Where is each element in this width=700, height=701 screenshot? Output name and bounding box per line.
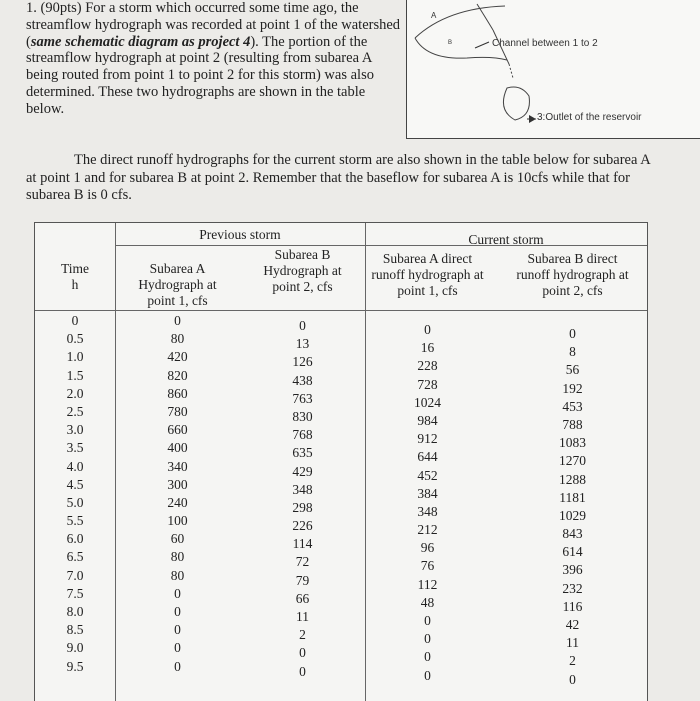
table-cell: 763 — [292, 390, 313, 406]
table-cell: 60 — [170, 531, 185, 547]
table-cell: 614 — [562, 544, 583, 560]
table-cell: 126 — [292, 354, 313, 370]
table-cell: 9.5 — [66, 658, 84, 674]
table-cell: 13 — [295, 336, 310, 352]
table-cell: 340 — [167, 458, 188, 474]
table-cell: 0 — [424, 631, 431, 647]
table-cell: 114 — [292, 536, 313, 552]
table-cell: 384 — [417, 485, 438, 501]
table-cell: 112 — [417, 576, 438, 592]
table-cell: 80 — [170, 331, 185, 347]
table-cell: 0 — [299, 318, 306, 333]
table-cell: 7.0 — [66, 567, 84, 583]
table-cell: 2.5 — [66, 403, 84, 419]
table-cell: 644 — [417, 449, 438, 465]
problem-emphasis: same schematic diagram as project 4 — [30, 33, 251, 50]
table-cell: 429 — [292, 463, 313, 479]
table-cell: 400 — [167, 440, 188, 456]
table-cell: 452 — [417, 467, 438, 483]
table-cell: 79 — [295, 572, 310, 588]
table-cell: 635 — [292, 445, 313, 461]
table-cell: 232 — [562, 580, 583, 596]
table-cell: 8.5 — [66, 622, 84, 638]
table-cell: 16 — [420, 340, 435, 356]
table-cell: 7.5 — [66, 585, 84, 601]
table-cell: 0 — [424, 613, 431, 628]
table-cell: 820 — [167, 367, 188, 383]
column-cur-subarea-a — [365, 321, 490, 685]
table-cell: 0 — [424, 322, 431, 337]
reservoir-outline — [503, 87, 529, 120]
watershed-boundary-left — [415, 6, 505, 38]
channel-pointer — [475, 42, 489, 48]
table-cell: 228 — [417, 358, 438, 374]
table-cell: 0 — [299, 645, 306, 661]
table-cell: 5.5 — [66, 513, 84, 529]
table-cell: 6.5 — [66, 549, 84, 565]
header-prev-subarea-a: Subarea A Hydrograph at point 1, cfs — [138, 261, 217, 308]
table-cell: 728 — [417, 376, 438, 392]
label-subarea-a: A — [431, 11, 437, 20]
table-cell: 843 — [562, 526, 583, 542]
table-cell: 1083 — [559, 435, 586, 451]
table-cell: 2 — [569, 653, 576, 669]
header-cur-subarea-b: Subarea B direct runoff hydrograph at point 2, cfs — [516, 251, 629, 298]
table-cell: 116 — [562, 598, 583, 614]
table-cell: 1.5 — [66, 367, 84, 383]
table-cell: 0 — [174, 604, 181, 619]
table-cell: 0 — [174, 622, 181, 638]
table-cell: 420 — [167, 349, 188, 365]
table-cell: 0 — [174, 658, 181, 674]
channel-dashed — [509, 64, 513, 78]
table-cell: 912 — [417, 431, 438, 447]
table-cell: 2 — [299, 627, 306, 643]
problem-lead: 1. (90pts) For a storm which occurred some time ago, the streamflow hydrograph was recorded at point 1 of the watershed ( — [26, 0, 401, 50]
header-time: Time h — [60, 261, 89, 292]
channel-label: Channel between 1 to 2 — [492, 38, 598, 49]
table-cell: 984 — [417, 412, 438, 428]
table-cell: 212 — [417, 522, 438, 538]
table-cell: 1.0 — [66, 349, 84, 365]
header-current-storm: Current storm — [468, 232, 544, 247]
column-prev-subarea-b — [240, 317, 365, 681]
table-cell: 0 — [569, 671, 576, 687]
table-cell: 0 — [71, 313, 79, 328]
table-cell: 66 — [295, 590, 310, 606]
table-cell: 6.0 — [66, 531, 84, 547]
table-cell: 1270 — [559, 453, 586, 469]
table-cell: 240 — [167, 494, 188, 510]
table-cell: 660 — [167, 422, 188, 438]
table-cell: 348 — [292, 481, 313, 497]
table-cell: 860 — [167, 385, 188, 401]
column-time — [35, 312, 115, 676]
header-prev-subarea-b: Subarea B Hydrograph at point 2, cfs — [263, 247, 342, 294]
table-cell: 11 — [566, 635, 579, 651]
table-cell: 3.5 — [66, 440, 84, 456]
table-cell: 100 — [167, 513, 188, 529]
table-cell: 3.0 — [66, 422, 84, 438]
table-cell: 0 — [174, 585, 181, 601]
header-cur-subarea-a: Subarea A direct runoff hydrograph at point 1, cfs — [371, 251, 484, 298]
table-cell: 298 — [292, 499, 313, 515]
table-cell: 8.0 — [66, 604, 84, 619]
table-cell: 788 — [562, 416, 583, 432]
table-cell: 1029 — [559, 507, 586, 523]
table-cell: 0 — [299, 663, 306, 679]
table-cell: 226 — [292, 518, 313, 534]
table-cell: 0 — [174, 640, 181, 656]
table-cell: 0 — [174, 313, 181, 328]
table-cell: 96 — [420, 540, 435, 556]
watershed-diagram — [406, 0, 700, 139]
header-previous-storm: Previous storm — [199, 227, 281, 242]
table-cell: 0.5 — [66, 331, 84, 347]
column-prev-subarea-a — [115, 312, 240, 676]
table-cell: 4.0 — [66, 458, 84, 474]
table-cell: 830 — [292, 408, 313, 424]
table-cell: 348 — [417, 503, 438, 519]
table-cell: 56 — [565, 362, 580, 378]
table-cell: 780 — [167, 403, 188, 419]
table-cell: 0 — [424, 649, 431, 665]
table-cell: 2.0 — [66, 385, 84, 401]
table-cell: 0 — [569, 326, 576, 341]
outlet-label: 3:Outlet of the reservoir — [537, 112, 642, 123]
table-cell: 0 — [424, 667, 431, 683]
table-cell: 76 — [420, 558, 435, 574]
table-cell: 453 — [562, 398, 583, 414]
table-cell: 768 — [292, 427, 313, 443]
table-cell: 1181 — [559, 489, 586, 505]
table-cell: 5.0 — [66, 494, 84, 510]
table-cell: 1288 — [559, 471, 586, 487]
table-cell: 48 — [420, 594, 435, 610]
problem-statement — [26, 0, 404, 118]
table-cell: 1024 — [414, 394, 441, 410]
table-cell: 42 — [565, 617, 580, 632]
label-subarea-b: B — [448, 40, 453, 46]
hydrograph-table — [34, 222, 648, 701]
table-cell: 80 — [170, 567, 185, 583]
problem-rest: ). The portion of the streamflow hydrograph at point 2 (resulting from subarea A being routed from point 1 to point 2 for this storm) was also determined. These two hydrographs are shown in the table below. — [26, 33, 374, 117]
outlet-arrowhead — [529, 115, 536, 123]
column-cur-subarea-b — [498, 325, 647, 689]
table-cell: 9.0 — [66, 640, 84, 656]
table-cell: 80 — [170, 549, 185, 565]
table-cell: 72 — [295, 554, 310, 570]
table-cell: 438 — [292, 372, 313, 388]
table-cell: 300 — [167, 476, 188, 492]
current-storm-paragraph: The direct runoff hydrographs for the current storm are also shown in the table below for subarea A at point 1 and for subarea B at point 2. Remember that the baseflow for subarea A is 10cfs while that for subarea B is 0 cfs. — [26, 152, 650, 203]
table-cell: 8 — [569, 344, 576, 360]
table-cell: 396 — [562, 562, 583, 578]
table-cell: 192 — [562, 380, 583, 396]
table-cell: 11 — [296, 609, 309, 624]
table-cell: 4.5 — [66, 476, 84, 492]
